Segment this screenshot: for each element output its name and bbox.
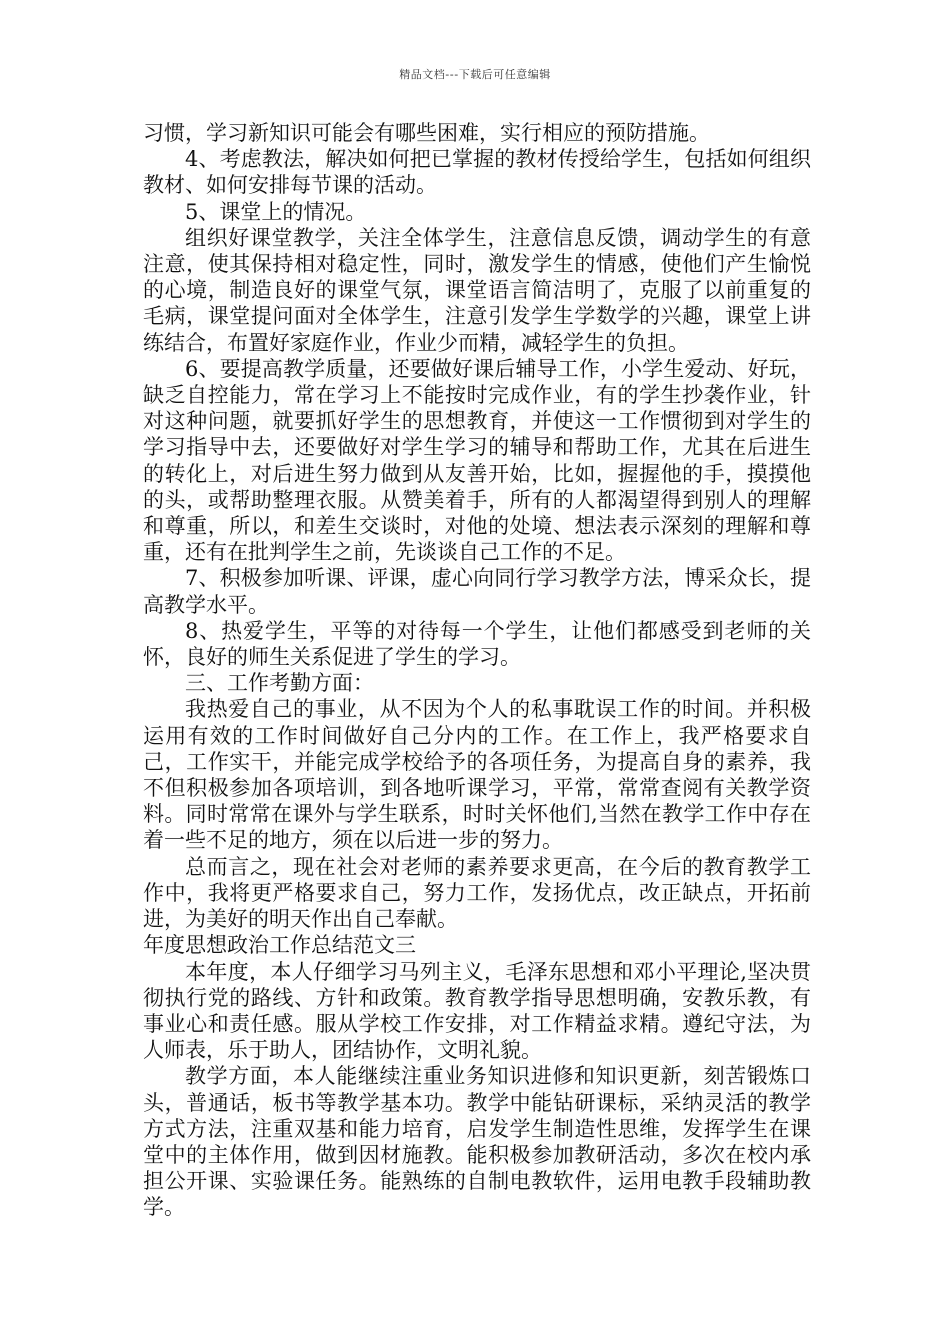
paragraph: 总而言之，现在社会对老师的素养要求更高，在今后的教育教学工作中，我将更严格要求自己，努力工作，发扬优点，改正缺点，开拓前进，为美好的明天作出自己奉献。 <box>143 854 811 932</box>
section-heading: 三、工作考勤方面： <box>185 671 374 696</box>
paragraph: 7、积极参加听课、评课，虚心向同行学习教学方法，博采众长，提高教学水平。 <box>143 566 811 617</box>
document-title: 年度思想政治工作总结范文三 <box>143 933 416 958</box>
paragraph: 6、要提高教学质量，还要做好课后辅导工作，小学生爱动、好玩，缺乏自控能力，常在学习上不能按时完成作业，有的学生抄袭作业，针对这种问题，就要抓好学生的思想教育，并使这一工作惯彻到对学生的学习指导中去，还要做好对学生学习的辅导和帮助工作，尤其在后进生的转化上，对后进生努力做到从友善开始，比如，握握他的手，摸摸他的头，或帮助整理衣服。从赞美着手，所有的人都渴望得到别人的理解和尊重，所以，和差生交谈时，对他的处境、想法表示深刻的理解和尊重，还有在批判学生之前，先谈谈自己工作的不足。 <box>143 356 811 565</box>
paragraph: 组织好课堂教学，关注全体学生，注意信息反馈，调动学生的有意注意，使其保持相对稳定性，同时，激发学生的情感，使他们产生愉悦的心境，制造良好的课堂气氛，课堂语言简洁明了，克服了以前重复的毛病，课堂提问面对全体学生，注意引发学生学数学的兴趣，课堂上讲练结合，布置好家庭作业，作业少而精，减轻学生的负担。 <box>143 225 811 355</box>
paragraph: 习惯，学习新知识可能会有哪些困难，实行相应的预防措施。 <box>143 121 710 145</box>
document-body <box>143 120 811 1221</box>
paragraph: 本年度，本人仔细学习马列主义，毛泽东思想和邓小平理论,坚决贯彻执行党的路线、方针和政策。教育教学指导思想明确，安教乐教，有事业心和责任感。服从学校工作安排，对工作精益求精。遵纪守法，为人师表，乐于助人，团结协作，文明礼貌。 <box>143 959 811 1063</box>
page-header: 精品文档---下载后可任意编辑 <box>399 68 551 81</box>
paragraph: 5、课堂上的情况。 <box>185 199 367 224</box>
paragraph: 教学方面，本人能继续注重业务知识进修和知识更新，刻苦锻炼口头，普通话，板书等教学基本功。教学中能钻研课标，采纳灵活的教学方式方法，注重双基和能力培育，启发学生制造性思维，发挥学生在课堂中的主体作用，做到因材施教。能积极参加教研活动，多次在校内承担公开课、实验课任务。能熟练的自制电教软件，运用电教手段辅助教学。 <box>143 1064 811 1220</box>
paragraph: 我热爱自己的事业，从不因为个人的私事耽误工作的时间。并积极运用有效的工作时间做好自己分内的工作。在工作上，我严格要求自己，工作实干，并能完成学校给予的各项任务，为提高自身的素养，我不但积极参加各项培训，到各地听课学习，平常，常常查阅有关教学资料。同时常常在课外与学生联系，时时关怀他们,当然在教学工作中存在着一些不足的地方，须在以后进一步的努力。 <box>143 697 811 853</box>
paragraph: 4、考虑教法，解决如何把已掌握的教材传授给学生，包括如何组织教材、如何安排每节课的活动。 <box>143 147 811 198</box>
paragraph: 8、热爱学生，平等的对待每一个学生，让他们都感受到老师的关怀，良好的师生关系促进了学生的学习。 <box>143 618 811 670</box>
